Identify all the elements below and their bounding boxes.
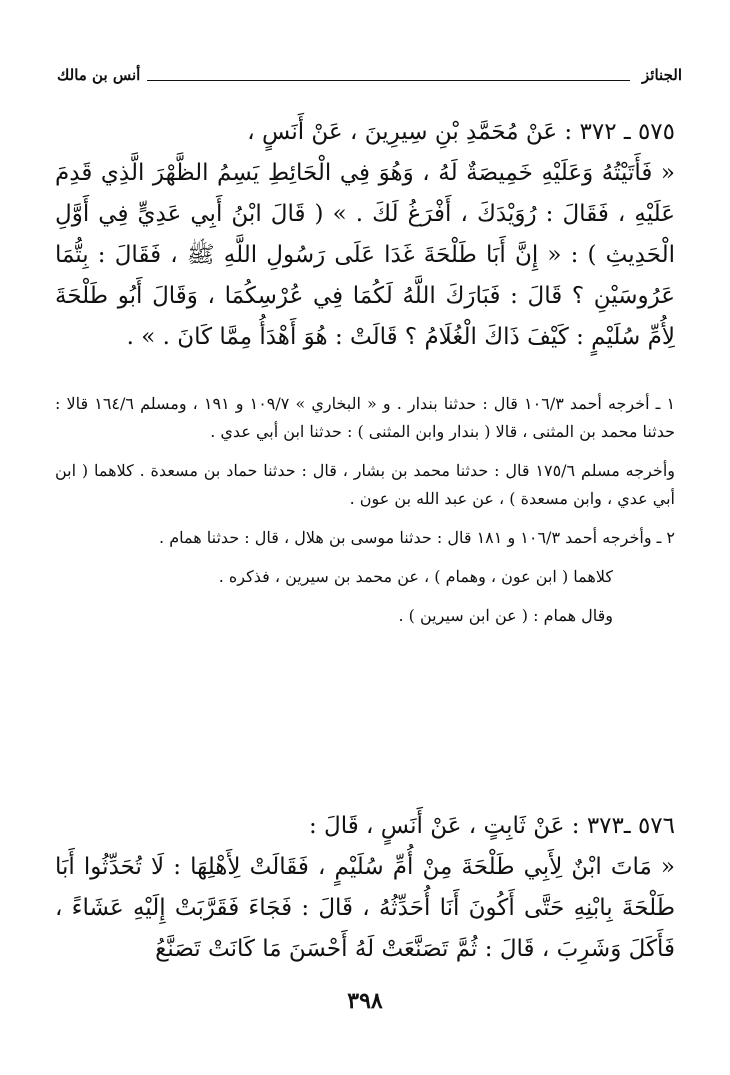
takhrij-notes: [55, 390, 675, 641]
hadith-575: [55, 112, 675, 358]
hadith-575-isnad: ٥٧٥ ـ ٣٧٢ : عَنْ مُحَمَّدِ بْنِ سِيرِينَ ، عَنْ أَنَسٍ ،: [247, 119, 675, 145]
hadith-576-isnad: ٥٧٦ ـ٣٧٣ : عَنْ ثَابِتٍ ، عَنْ أَنَسٍ ، قَالَ :: [308, 813, 675, 839]
note-2: وأخرجه مسلم ١٧٥/٦ قال : حدثنا محمد بن بشار ، قال : حدثنا حماد بن مسعدة . كلاهما ( ابن أبي عدي ، وابن مسعدة ) ، عن عبد الله بن عون .: [55, 461, 675, 508]
note-5: وقال همام : ( عن ابن سيرين ) .: [398, 606, 613, 625]
page-number: ٣٩٨: [347, 988, 383, 1014]
note-1: ١ ـ أخرجه أحمد ١٠٦/٣ قال : حدثنا بندار . و « البخاري » ١٠٩/٧ و ١٩١ ، ومسلم ١٦٤/٦ قالا : حدثنا محمد بن المثنى ، قالا ( بندار وابن المثنى ) : حدثنا ابن أبي عدي .: [55, 394, 676, 441]
hadith-575-text: « فَأَتَيْتُهُ وَعَلَيْهِ خَمِيصَةٌ لَهُ ، وَهُوَ فِي الْحَائِطِ يَسِمُ الظَّهْرَ الَّذِي قَدِمَ عَلَيْهِ ، فَقَالَ : رُوَيْدَكَ ، أَفْرَغُ لَكَ . » ( قَالَ ابْنُ أَبِي عَدِيٍّ فِي أَوَّلِ الْحَدِيثِ ) : « إِنَّ أَبَا طَلْحَةَ غَدَا عَلَى رَسُولِ اللَّهِ ﷺ ، فَقَالَ : بِتُّمَا عَرُوسَيْنِ ؟ قَالَ : فَبَارَكَ اللَّهُ لَكُمَا فِي عُرْسِكُمَا ، وَقَالَ أَبُو طَلْحَةَ لِأُمِّ سُلَيْمٍ : كَيْفَ ذَاكَ الْغُلَامُ ؟ قَالَتْ : هُوَ أَهْدَأُ مِمَّا كَانَ . » .: [55, 160, 675, 350]
note-4: كلاهما ( ابن عون ، وهمام ) ، عن محمد بن سيرين ، فذكره .: [218, 567, 613, 586]
running-header: [57, 66, 682, 88]
narrator-title: أنس بن مالك: [57, 66, 141, 84]
header-rule: [147, 80, 630, 81]
hadith-576-text: « مَاتَ ابْنٌ لِأَبِي طَلْحَةَ مِنْ أُمِّ سُلَيْمٍ ، فَقَالَتْ لِأَهْلِهَا : لَا تُحَدِّثُوا أَبَا طَلْحَةَ بِابْنِهِ حَتَّى أَكُونَ أَنَا أُحَدِّثُهُ ، قَالَ : فَجَاءَ فَقَرَّبَتْ إِلَيْهِ عَشَاءً ، فَأَكَلَ وَشَرِبَ ، قَالَ : ثُمَّ تَصَنَّعَتْ لَهُ أَحْسَنَ مَا كَانَتْ تَصَنَّعُ: [55, 854, 675, 962]
hadith-576: [55, 806, 675, 970]
note-3: ٢ ـ وأخرجه أحمد ١٠٦/٣ و ١٨١ قال : حدثنا موسى بن هلال ، قال : حدثنا همام .: [159, 528, 675, 547]
chapter-title: الجنائز: [642, 66, 682, 84]
